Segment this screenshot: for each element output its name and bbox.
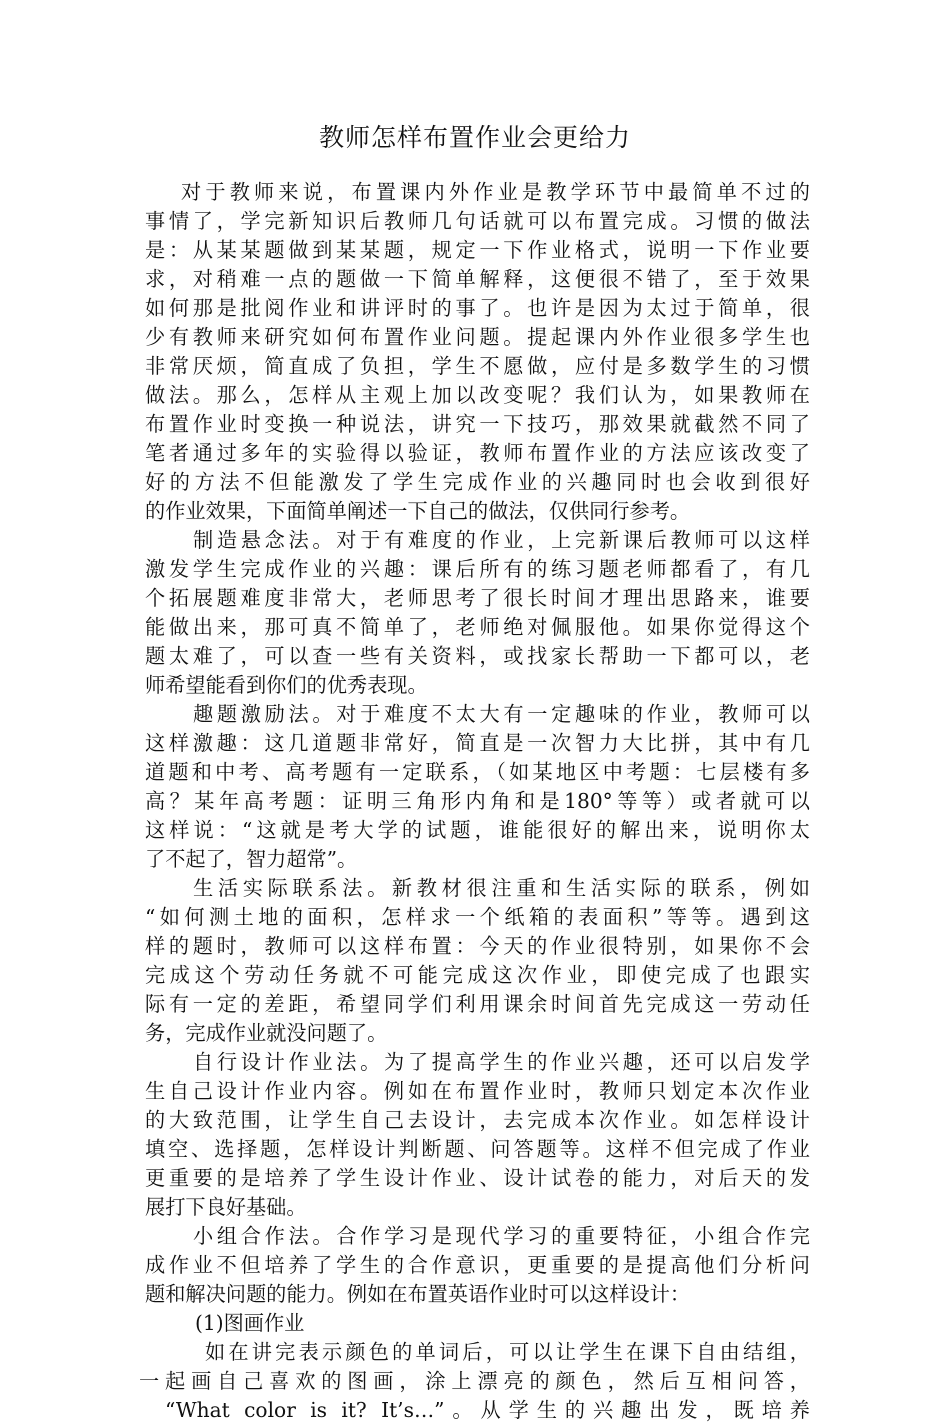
text-line: 师希望能看到你们的优秀表现。 [145,673,428,697]
text-line: 题太难了，可以查一些有关资料，或找家长帮助一下都可以，老 [145,644,810,668]
text-line: “如何测土地的面积，怎样求一个纸箱的表面积”等等。遇到这 [145,905,810,929]
text-line: 小组合作法。合作学习是现代学习的重要特征，小组合作完 [193,1224,810,1248]
text-line: 生自己设计作业内容。例如在布置作业时，教师只划定本次作业 [145,1079,810,1103]
text-line: 生活实际联系法。新教材很注重和生活实际的联系，例如 [193,876,810,900]
text-line: 做法。那么，怎样从主观上加以改变呢？我们认为，如果教师在 [145,383,810,407]
text-line: 成作业不但培养了学生的合作意识，更重要的是提高他们分析问 [145,1253,810,1277]
text-line: 完成这个劳动任务就不可能完成这次作业，即使完成了也跟实 [145,963,810,987]
text-line: 道题和中考、高考题有一定联系，（如某地区中考题：七层楼有多 [145,760,810,784]
page-title: 教师怎样布置作业会更给力 [318,123,631,152]
text-line: 好的方法不但能激发了学生完成作业的兴趣同时也会收到很好 [145,470,810,494]
text-line: 这样激趣：这几道题非常好，简直是一次智力大比拼，其中有几 [145,731,810,755]
text-line: 趣题激励法。对于难度不太大有一定趣味的作业，教师可以 [193,702,810,726]
text-line: 的大致范围，让学生自己去设计，去完成本次作业。如怎样设计 [145,1108,810,1132]
document-body [139,178,810,1425]
text-line: 如在讲完表示颜色的单词后，可以让学生在课下自由结组， [205,1340,810,1364]
text-line: “What color is it? It’s…”。从学生的兴趣出发，既培养 [165,1398,810,1422]
text-line: 制造悬念法。对于有难度的作业，上完新课后教师可以这样 [193,528,810,552]
text-line: 对于教师来说，布置课内外作业是教学环节中最简单不过的 [181,180,810,204]
text-line: 题和解决问题的能力。例如在布置英语作业时可以这样设计： [145,1282,691,1306]
text-line: 事情了，学完新知识后教师几句话就可以布置完成。习惯的做法 [145,209,810,233]
text-line: 务，完成作业就没问题了。 [145,1021,388,1045]
list-item-heading: (1)图画作业 [195,1311,305,1335]
text-line: 能做出来，那可真不简单了，老师绝对佩服他。如果你觉得这个 [145,615,810,639]
text-line: 是：从某某题做到某某题，规定一下作业格式，说明一下作业要 [145,238,810,262]
text-line: 展打下良好基础。 [145,1195,307,1219]
text-line: 激发学生完成作业的兴趣：课后所有的练习题老师都看了，有几 [145,557,810,581]
text-line: 高？某年高考题：证明三角形内角和是180°等等）或者就可以 [145,789,810,813]
text-line: 非常厌烦，简直成了负担，学生不愿做，应付是多数学生的习惯 [145,354,810,378]
text-line: 更重要的是培养了学生设计作业、设计试卷的能力，对后天的发 [145,1166,810,1190]
text-line: 求，对稍难一点的题做一下简单解释，这便很不错了，至于效果 [145,267,810,291]
text-line: 少有教师来研究如何布置作业问题。提起课内外作业很多学生也 [145,325,810,349]
text-line: 了不起了，智力超常”。 [145,847,358,871]
text-line: 样的题时，教师可以这样布置：今天的作业很特别，如果你不会 [145,934,810,958]
text-line: 个拓展题难度非常大，老师思考了很长时间才理出思路来，谁要 [145,586,810,610]
text-line: 如何那是批阅作业和讲评时的事了。也许是因为太过于简单，很 [145,296,810,320]
text-line: 笔者通过多年的实验得以验证，教师布置作业的方法应该改变了 [145,441,810,465]
text-line: 一起画自己喜欢的图画，涂上漂亮的颜色，然后互相问答， [139,1369,810,1393]
text-line: 际有一定的差距，希望同学们利用课余时间首先完成这一劳动任 [145,992,810,1016]
text-line: 布置作业时变换一种说法，讲究一下技巧，那效果就截然不同了 [145,412,810,436]
text-line: 的作业效果，下面简单阐述一下自己的做法，仅供同行参考。 [145,499,691,523]
text-line: 填空、选择题，怎样设计判断题、问答题等。这样不但完成了作业 [145,1137,810,1161]
text-line: 自行设计作业法。为了提高学生的作业兴趣，还可以启发学 [193,1050,810,1074]
text-line: 这样说：“这就是考大学的试题，谁能很好的解出来，说明你太 [145,818,810,842]
